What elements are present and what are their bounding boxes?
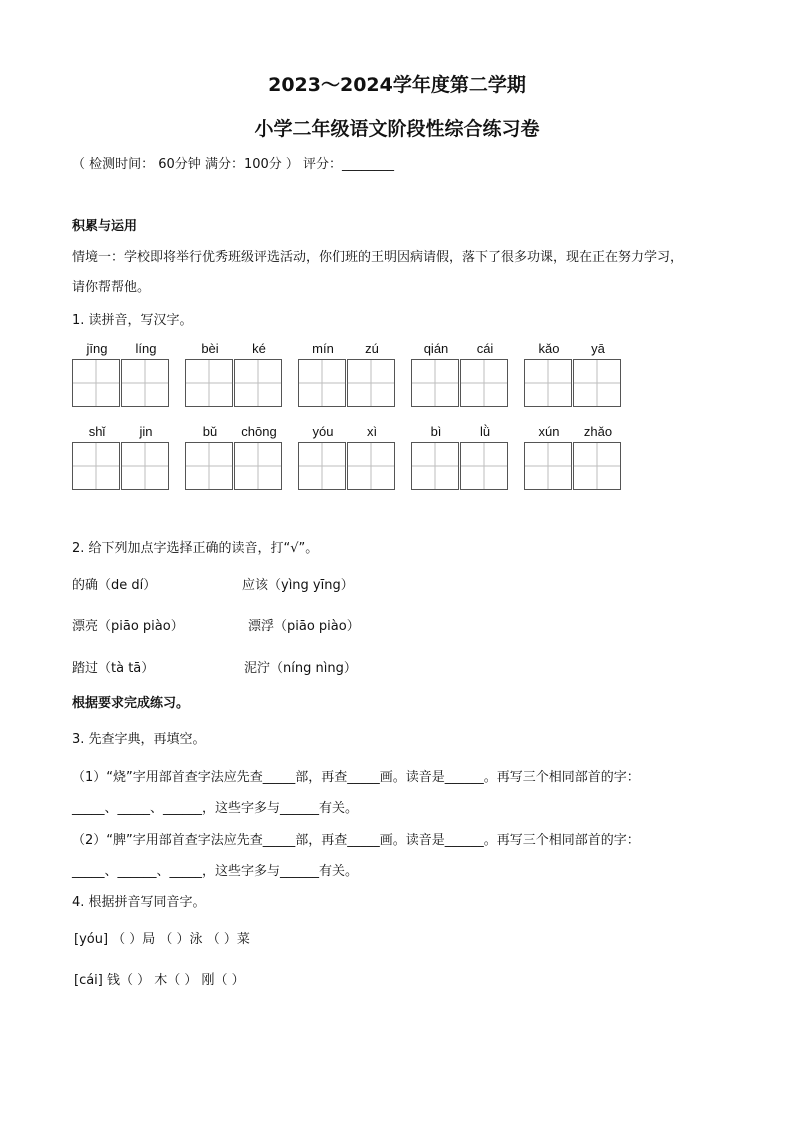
scenario-text-line2: 请你帮帮他。	[72, 280, 151, 295]
pinyin-label: yóu	[312, 424, 334, 439]
reading-choice-item[interactable]: 踏过（tà tā）	[72, 661, 155, 676]
pinyin-label: zhǎo	[583, 424, 613, 439]
pinyin-label: bì	[430, 424, 442, 439]
exam-info: （ 检测时间： 60分钟 满分：100分 ） 评分：________	[72, 157, 395, 172]
writing-grid-box[interactable]	[72, 359, 120, 407]
pinyin-label: xún	[538, 424, 560, 439]
writing-grid-box[interactable]	[524, 359, 572, 407]
writing-grid-box[interactable]	[460, 359, 508, 407]
pinyin-label: líng	[135, 341, 157, 356]
writing-grid-box[interactable]	[234, 359, 282, 407]
writing-grid-box[interactable]	[121, 359, 169, 407]
section-heading-practice: 根据要求完成练习。	[72, 696, 190, 711]
writing-grid-box[interactable]	[298, 359, 346, 407]
q3-sub2-line2[interactable]: _____、______、_____，这些字多与______有关。	[72, 864, 359, 879]
reading-choice-item[interactable]: 应该（yìng yīng）	[242, 578, 354, 593]
exam-title: 小学二年级语文阶段性综合练习卷	[254, 118, 540, 140]
pinyin-label: shǐ	[88, 424, 106, 439]
q3-sub1-line2[interactable]: _____、_____、______，这些字多与______有关。	[72, 801, 359, 816]
writing-grid-box[interactable]	[347, 442, 395, 490]
writing-grid-box[interactable]	[573, 442, 621, 490]
pinyin-label: qián	[423, 341, 449, 356]
writing-grid-box[interactable]	[411, 359, 459, 407]
pinyin-label: cái	[476, 341, 494, 356]
pinyin-label: ké	[252, 341, 266, 356]
writing-grid-box[interactable]	[72, 442, 120, 490]
writing-grid-box[interactable]	[460, 442, 508, 490]
question-3-prompt: 3. 先查字典，再填空。	[72, 732, 206, 747]
pinyin-label: zú	[365, 341, 379, 356]
writing-grid-box[interactable]	[573, 359, 621, 407]
pinyin-label: jīng	[86, 341, 108, 356]
writing-grid-box[interactable]	[185, 359, 233, 407]
writing-grid-box[interactable]	[524, 442, 572, 490]
reading-choice-item[interactable]: 漂浮（piāo piào）	[248, 619, 360, 634]
homophone-line-you[interactable]: [yóu] （ ）局 （ ）泳 （ ）菜	[74, 932, 250, 947]
q3-sub1-line1[interactable]: （1）“烧”字用部首查字法应先查_____部，再查_____画。读音是______。再写三个相同部首的字：	[72, 770, 640, 785]
question-1-prompt: 1. 读拼音，写汉字。	[72, 313, 193, 328]
exam-term-title: 2023～2024学年度第二学期	[268, 74, 526, 96]
writing-grid-box[interactable]	[234, 442, 282, 490]
pinyin-label: lǜ	[479, 424, 491, 439]
pinyin-label: kǎo	[538, 341, 560, 356]
writing-grid-box[interactable]	[347, 359, 395, 407]
pinyin-label: bèi	[201, 341, 219, 356]
homophone-line-cai[interactable]: [cái] 钱（ ） 木（ ） 刚（ ）	[74, 973, 245, 988]
writing-grid-box[interactable]	[298, 442, 346, 490]
pinyin-label: mín	[312, 341, 334, 356]
scenario-text-line1: 情境一：学校即将举行优秀班级评选活动，你们班的王明因病请假，落下了很多功课，现在正在努力学习，	[72, 250, 684, 265]
pinyin-label: yā	[591, 341, 605, 356]
pinyin-label: bǔ	[202, 424, 218, 439]
question-2-prompt: 2. 给下列加点字选择正确的读音，打“√”。	[72, 541, 319, 556]
pinyin-label: xì	[366, 424, 378, 439]
question-4-prompt: 4. 根据拼音写同音字。	[72, 895, 206, 910]
pinyin-label: chōng	[241, 424, 277, 439]
pinyin-label: jin	[139, 424, 153, 439]
writing-grid-box[interactable]	[185, 442, 233, 490]
section-heading-accumulation: 积累与运用	[72, 219, 138, 234]
reading-choice-item[interactable]: 泥泞（níng nìng）	[244, 661, 357, 676]
writing-grid-box[interactable]	[411, 442, 459, 490]
reading-choice-item[interactable]: 漂亮（piāo piào）	[72, 619, 184, 634]
reading-choice-item[interactable]: 的确（de dí）	[72, 578, 157, 593]
q3-sub2-line1[interactable]: （2）“脾”字用部首查字法应先查_____部，再查_____画。读音是______。再写三个相同部首的字：	[72, 833, 640, 848]
writing-grid-box[interactable]	[121, 442, 169, 490]
